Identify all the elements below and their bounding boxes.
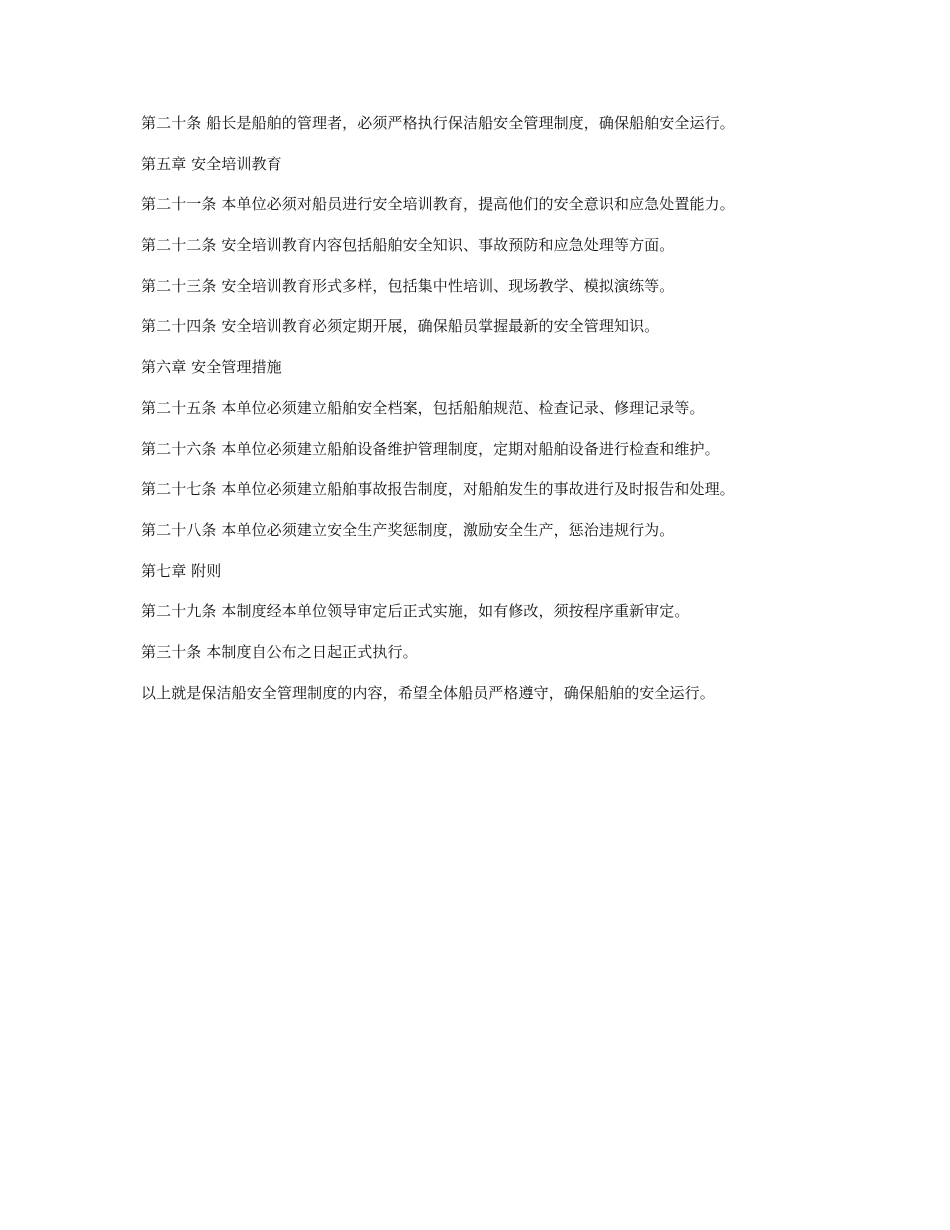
article-24: 第二十四条 安全培训教育必须定期开展，确保船员掌握最新的安全管理知识。	[141, 317, 660, 336]
article-28: 第二十八条 本单位必须建立安全生产奖惩制度，激励安全生产，惩治违规行为。	[141, 520, 675, 539]
article-20: 第二十条 船长是船舶的管理者，必须严格执行保洁船安全管理制度，确保船舶安全运行。	[141, 114, 735, 132]
chapter-7-heading: 第七章 附则	[141, 561, 222, 580]
article-30: 第三十条 本制度自公布之日起正式执行。	[141, 642, 418, 661]
chapter-6-heading: 第六章 安全管理措施	[141, 358, 282, 377]
article-29: 第二十九条 本制度经本单位领导审定后正式实施，如有修改，须按程序重新审定。	[141, 602, 690, 621]
article-27: 第二十七条 本单位必须建立船舶事故报告制度，对船舶发生的事故进行及时报告和处理。	[141, 480, 735, 499]
article-26: 第二十六条 本单位必须建立船舶设备维护管理制度，定期对船舶设备进行检查和维护。	[141, 439, 720, 458]
article-25: 第二十五条 本单位必须建立船舶安全档案，包括船舶规范、检查记录、修理记录等。	[141, 398, 705, 417]
article-22: 第二十二条 安全培训教育内容包括船舶安全知识、事故预防和应急处理等方面。	[141, 236, 675, 255]
closing-paragraph: 以上就是保洁船安全管理制度的内容，希望全体船员严格遵守，确保船舶的安全运行。	[141, 683, 715, 702]
document-body	[141, 110, 841, 720]
article-21: 第二十一条 本单位必须对船员进行安全培训教育，提高他们的安全意识和应急处置能力。	[141, 195, 735, 214]
article-23: 第二十三条 安全培训教育形式多样，包括集中性培训、现场教学、模拟演练等。	[141, 276, 675, 295]
chapter-5-heading: 第五章 安全培训教育	[141, 154, 282, 173]
